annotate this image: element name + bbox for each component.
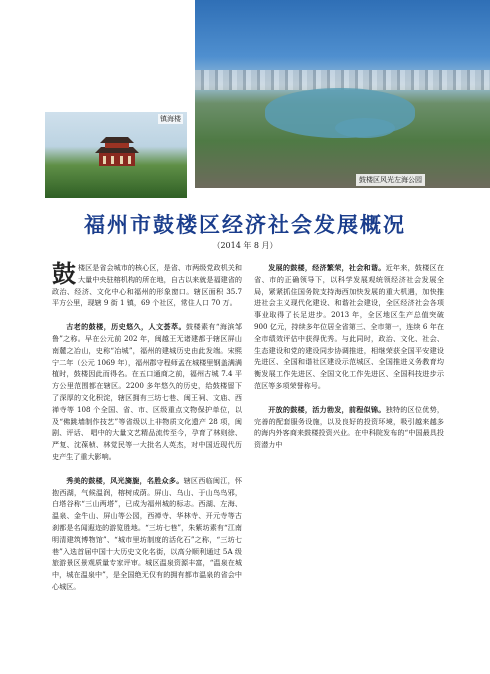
- article-date: （2014 年 8 月）: [212, 241, 278, 250]
- paragraph-openness-heading: 开放的鼓楼，活力勃发，前程似锦。: [268, 404, 386, 414]
- paragraph-development: [254, 262, 444, 392]
- column-right: [254, 262, 444, 456]
- drop-cap: 鼓: [52, 259, 76, 288]
- paragraph-scenery-text: 辖区西临闽江，怀抱西湖，气候温润，榕树成荫。屏山、乌山、于山鸟鸟邪，白塔谷称“三山两塔”，已成为福州城的标志。西湖、左海、温泉、金牛山、屏山等公园，西禅寺、华林寺、开元寺等古刹都是名闻遐迩的游览胜地。“三坊七巷”，朱紫坊素有“江南明清建筑博物馆”、“城市里坊制度的活化石”之称，“三坊七巷”入选首届中国十大历史文化名街，以高分顺利通过 5A 级旅游景区景观质量专家评审。城区温泉资源丰富，“温泉在城中，城在温泉中”，是全国绝无仅有的拥有都市温泉的省会中心城区。: [52, 475, 243, 591]
- paragraph-intro: [52, 259, 242, 309]
- paragraph-scenery-heading: 秀美的鼓楼，风光旖旎，名胜众多。: [66, 475, 184, 485]
- paragraph-openness-text: 独特的区位优势，完善的配套服务设施，以及良好的投资环境，吸引越来越多的海内外客商来鼓楼投资兴业。在中科院发布的“中国最具投资潜力中: [254, 404, 445, 450]
- paragraph-scenery: [52, 475, 242, 593]
- photo-label: 镇海楼: [160, 115, 181, 123]
- paragraph-development-text: 近年来，鼓楼区在省、市的正确领导下，以科学发展观统领经济社会发展全局，紧紧抓住国务院支持海西加快发展的重大机遇，加快推进社会主义现代化建设、和谐社会建设，全区经济社会各项事业取得了长足进步。2013 年，全区地区生产总值突破 900 亿元，持续多年位居全省第三、全市第一，连续 6 年在全市绩效评估中获得优秀。与此同时，政治、文化、社会、生态建设和党的建设同步协调推进，相继荣获全国平安建设先进区、全国和谐社区建设示范城区、全国推进义务教育均衡发展工作先进区、全国文化工作先进区、全国科技进步示范区等多项荣誉称号。: [254, 263, 445, 390]
- city-skyline: [195, 70, 490, 90]
- paragraph-development-heading: 发展的鼓楼，经济繁荣，社会和谐。: [268, 263, 386, 272]
- paragraph-openness: [254, 404, 444, 451]
- tower-illustration: [95, 134, 139, 168]
- paragraph-history-heading: 古老的鼓楼，历史悠久，人文荟萃。: [66, 322, 186, 332]
- article-title: 福州市鼓楼区经济社会发展概况: [84, 212, 406, 237]
- zuohai-park-photo: [195, 0, 490, 188]
- paragraph-history: [52, 321, 242, 463]
- photo-caption: 鼓楼区风光左海公园: [356, 174, 425, 186]
- lake-shape-small: [335, 118, 395, 138]
- column-left: [52, 259, 243, 598]
- paragraph-history-text: 鼓楼素有“海滨邹鲁”之称。早在公元前 202 年，闽越王无诸建都于辖区屏山南麓之冶山，史称“冶城”，福州的建城历史由此发端。宋熙宁二年（公元 1069 年），福州郡守程师孟在城楼里钢盖满满植时，鼓楼因此而得名。在五口通商之前，福州古城 7.4 平方公里范围都在辖区。2200 多年悠久的历史，给鼓楼留下了深厚的文化积淀，辖区拥有三坊七巷、闽王祠、文庙、西禅寺等 108 个全国、省、市、区级重点文物保护单位，以及“佛跳墙制作技艺”等省级以上非物质文化遗产 28 项，闽剧、评话、 唱中的大量文艺精品流传至今，孕育了林则徐、严复、沈葆桢、林觉民等一大批名人英杰，对中国近现代历史产生了重大影响。: [52, 322, 242, 461]
- zhenhai-tower-photo: [45, 112, 187, 198]
- paragraph-intro-text: 楼区是省会城市的核心区，是省、市两级党政机关和大量中央驻榕机构的所在地，自古以来就是福建省的政治、经济、文化中心和福州的形象窗口。辖区面积 35.7 平方公里，现辖 9 街 1 镇，69 个社区，常住人口 70 万。: [52, 263, 242, 308]
